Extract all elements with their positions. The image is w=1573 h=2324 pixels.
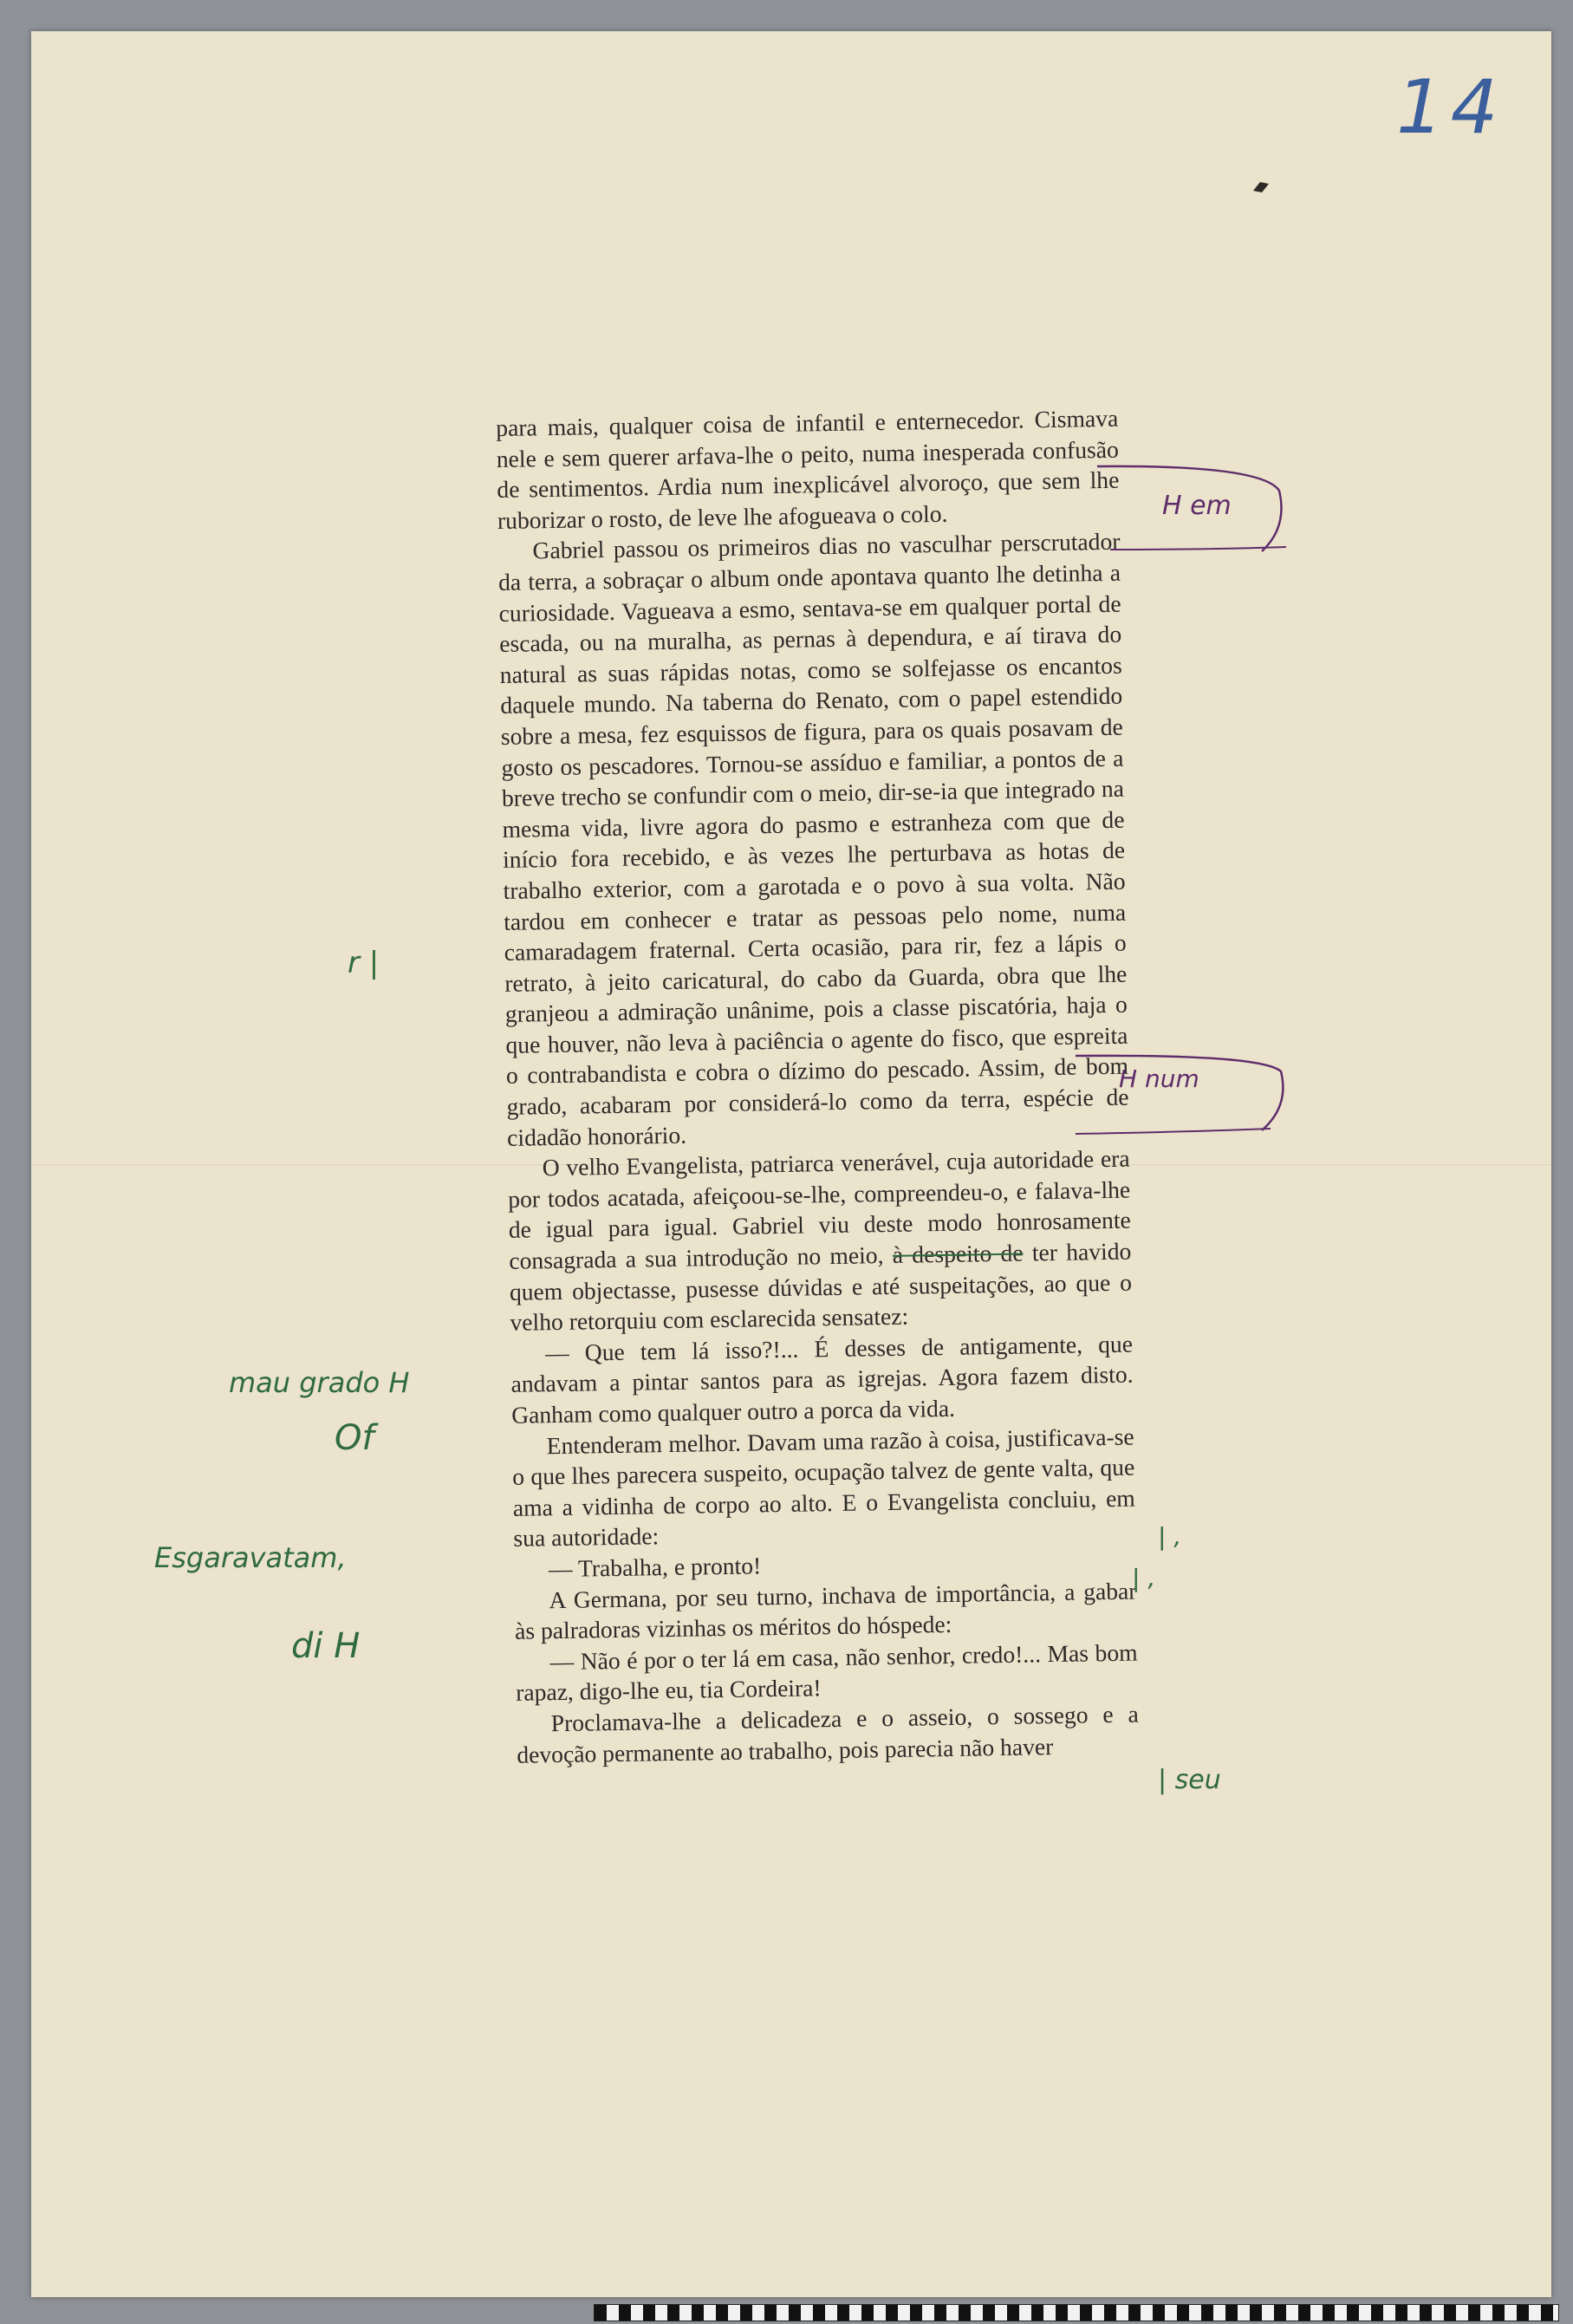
margin-note-esgaravatam: Esgaravatam, — [154, 1541, 347, 1574]
paragraph: Proclamava-lhe a delicadeza e o asseio, o sossego e a devoção permanente ao trabalho, pois parecia não haver — [517, 1700, 1139, 1768]
annotation-strokes — [31, 31, 1551, 2297]
dialogue-line: — Trabalha, e pronto! — [548, 1552, 762, 1583]
margin-note-mark: | , — [1158, 1522, 1182, 1551]
margin-note-di-h: di H — [291, 1626, 361, 1666]
manuscript-page — [31, 31, 1551, 2297]
paragraph: Entenderam melhor. Davam uma razão à coisa, justificava-se o que lhes parecera suspeito, ocupação talvez de gente valta, que ama a vidinha de corpo ao alto. E o Evangelista concluiu, em sua autoridade: — [512, 1422, 1135, 1553]
margin-note-seu: | seu — [1158, 1765, 1221, 1795]
struck-text: à despeito de — [892, 1239, 1024, 1268]
margin-note-of: Of — [335, 1418, 374, 1458]
page-number: 14 — [1396, 64, 1505, 151]
margin-note-r: r | — [348, 946, 380, 980]
paragraph-text: O velho Evangelista, patriarca venerável, cuja autoridade era por todos acatada, afeiçoou-se-lhe, compreendeu-o, e falava-lhe de igual para igual. Gabriel viu deste modo honrosamente consagrada a sua introdução no meio, — [508, 1144, 1131, 1274]
paragraph: para mais, qualquer coisa de infantil e enternecedor. Cismava nele e sem querer arfava-lhe o peito, numa inesperada confusão de sentimentos. Ardia num inexplicável alvoroço, que sem lhe ruborizar o rosto, de leve lhe afogueava o colo. — [496, 404, 1120, 534]
margin-note-mark: | , — [1132, 1564, 1156, 1592]
margin-note-mau-grado: mau grado H — [229, 1366, 410, 1399]
paragraph-text: ter havido quem objectasse, pusesse dúvidas e até suspeitações, ao que o velho retorquiu com esclarecida sensatez: — [509, 1237, 1133, 1337]
margin-note-h-num: H num — [1119, 1064, 1199, 1093]
dialogue-line: — Que tem lá isso?!... É desses de antigamente, que andavam a pintar santos para as igrejas. Agora fazem disto. Ganham como qualquer outro a porca da vida. — [510, 1330, 1134, 1429]
margin-note-h-em: H em — [1162, 491, 1232, 521]
dialogue-line: — Não é por o ter lá em casa, não senhor, credo!... Mas bom rapaz, digo-lhe eu, tia Cordeira! — [515, 1638, 1138, 1707]
paragraph: Gabriel passou os primeiros dias no vasculhar perscrutador da terra, a sobraçar o album onde apontava quanto lhe detinha a curiosidade. Vagueava a esmo, sentava-se em qualquer portal de escada, ou na muralha, as pernas à dependura, e aí tirava do natural as suas rápidas notas, como se solfejasse os encantos daquele mundo. Na taberna do Renato, com o papel estendido sobre a mesa, fez esquissos de figura, para os quais posavam de gosto os pescadores. Tornou-se assíduo e familiar, a pontos de a breve trecho se confundir com o meio, dir-se-ia que integrado na mesma vida, livre agora do pasmo e estranheza com que de início fora recebido, e às vezes lhe perturbava as hotas de trabalho exterior, com a garotada e o povo à sua volta. Não tardou em conhecer e tratar as pessoas pelo nome, numa camaradagem fraternal. Certa ocasião, para rir, fez a lápis o retrato, à jeito caricatural, do cabo da Guarda, obra que lhe granjeou a admiração unânime, pois a classe piscatória, haja o que houver, não leva à paciência o agente do fisco, que espreita o contrabandista e cobra o dízimo do pescado. Assim, de bom grado, acabaram por considerá-lo como da terra, espécie de cidadão honorário. — [497, 528, 1129, 1151]
scale-bar — [594, 2304, 1559, 2321]
paragraph: A Germana, por seu turno, inchava de importância, a gabar às palradoras vizinhas os méritos do hóspede: — [514, 1577, 1137, 1644]
